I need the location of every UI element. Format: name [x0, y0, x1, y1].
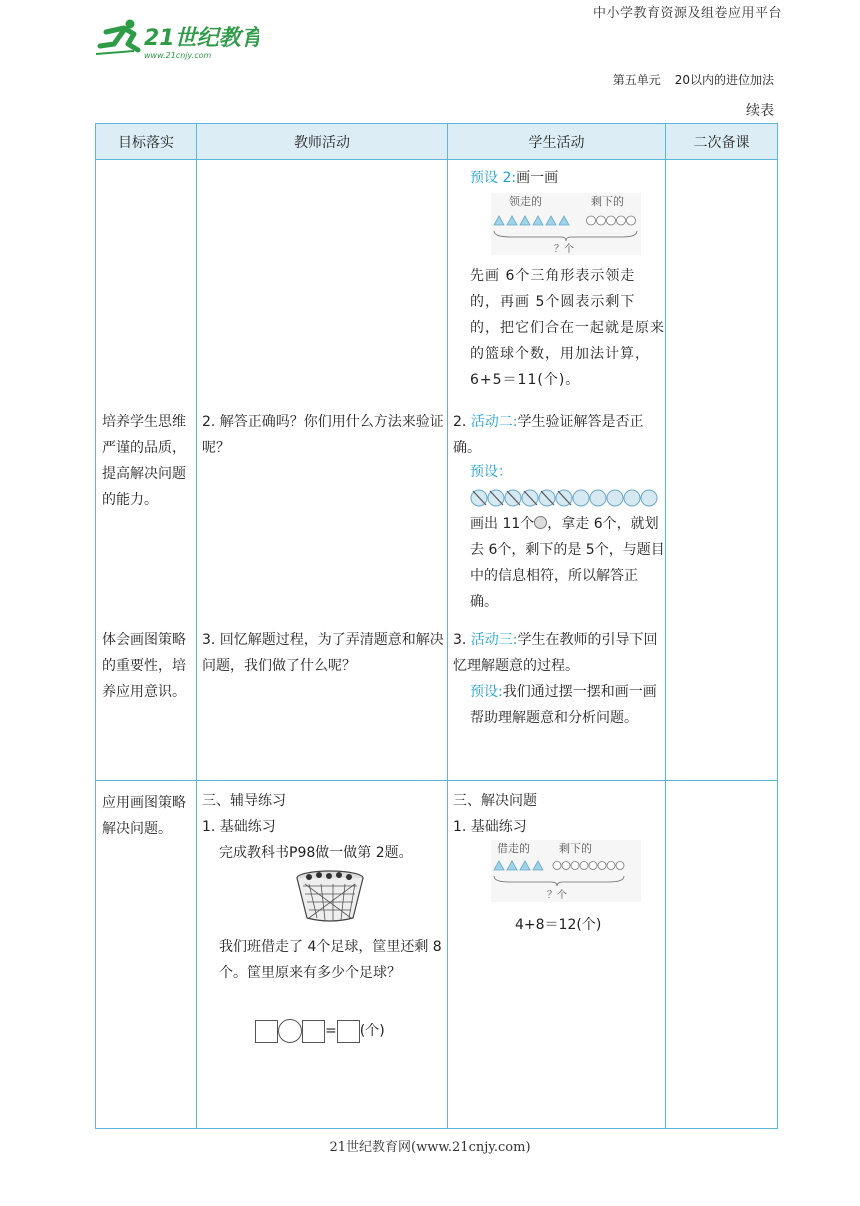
circle-icon — [534, 516, 547, 529]
teacher-cell — [197, 781, 448, 1129]
student-cell — [448, 781, 666, 1129]
preset3-label: 预设: — [470, 684, 503, 700]
svg-text:剩下的: 剩下的 — [591, 195, 624, 208]
student-subheading: 1. 基础练习 — [453, 819, 527, 835]
crossed-circles-figure — [470, 488, 662, 508]
preset3-line — [470, 679, 665, 731]
platform-name: 中小学教育资源及组卷应用平台 — [592, 6, 782, 21]
teacher-cell — [197, 160, 448, 781]
preset2-text: 先画 6个三角形表示领走的，再画 5个圆表示剩下的，把它们合在一起就是原来的篮球个数，用加法计算，6+5＝11(个)。 — [470, 268, 665, 388]
unit-topic: 20以内的进位加法 — [674, 73, 774, 87]
svg-text:？个: ？个 — [554, 244, 574, 255]
goal-text-c: 应用画图策略解决问题。 — [102, 795, 186, 837]
activity3-num: 3. — [453, 632, 467, 648]
svg-text:剩下的: 剩下的 — [559, 842, 592, 855]
teacher-problem: 我们班借走了 4个足球，筐里还剩 8个。筐里原来有多少个足球？ — [219, 939, 442, 981]
unit-title — [599, 71, 774, 88]
student-answer: 4+8＝12(个) — [515, 917, 602, 933]
footer-text: 21世纪教育网(www.21cnjy.com) — [329, 1140, 531, 1155]
goal-text-b: 体会画图策略的重要性，培养应用意识。 — [102, 632, 186, 700]
svg-text:21世纪教育: 21世纪教育 — [144, 26, 259, 51]
drawing-figure-2 — [491, 840, 641, 902]
blank-box — [337, 1020, 360, 1043]
answer-formula: = (个) — [255, 1018, 385, 1044]
teacher-item-2: 2. 解答正确吗？你们用什么方法来验证呢？ — [202, 414, 444, 456]
goal-cell — [96, 160, 197, 781]
preset-label: 预设： — [470, 464, 512, 480]
brand-logo — [94, 18, 259, 60]
table-row — [96, 781, 778, 1129]
lesson-table — [95, 123, 778, 1129]
blank-box — [302, 1020, 325, 1043]
activity2-preset-text: 画出 11个 ，拿走 6个，就划去 6个，剩下的是 5个，与题目中的信息相符，所以解答正确。 — [470, 516, 665, 610]
goal-text-a: 培养学生思维严谨的品质，提高解决问题的能力。 — [102, 414, 186, 508]
preset2-label: 预设 2: — [470, 170, 517, 186]
preset2-line — [470, 165, 665, 191]
activity2-label: 活动二: — [470, 414, 518, 430]
preset2-title: 画一画 — [516, 170, 559, 186]
table-row — [96, 160, 778, 781]
activity3-label: 活动三: — [470, 632, 518, 648]
activity2-num: 2. — [453, 414, 467, 430]
student-cell — [448, 160, 666, 781]
header-goal: 目标落实 — [96, 124, 197, 160]
header-student: 学生活动 — [448, 124, 666, 160]
unit-label: 第五单元 — [612, 73, 661, 87]
preset3-text: 我们通过摆一摆和画一画帮助理解题意和分析问题。 — [470, 684, 657, 726]
backup-cell — [666, 781, 778, 1129]
blank-box — [255, 1020, 278, 1043]
activity3-line — [453, 627, 665, 679]
student-heading: 三、解决问题 — [453, 793, 537, 809]
runner-icon — [96, 20, 138, 55]
teacher-subheading: 1. 基础练习 — [202, 819, 276, 835]
basket-image — [295, 868, 365, 924]
backup-cell — [666, 160, 778, 781]
table-header-row — [96, 124, 778, 160]
teacher-item-3: 3. 回忆解题过程，为了弄清题意和解决问题，我们做了什么呢？ — [202, 632, 444, 674]
activity2-text: 学生验证解答是否正确。 — [453, 414, 644, 456]
svg-text:www.21cnjy.com: www.21cnjy.com — [144, 51, 212, 60]
svg-text:借走的: 借走的 — [497, 842, 530, 855]
goal-cell — [96, 781, 197, 1129]
header-backup: 二次备课 — [666, 124, 778, 160]
drawing-figure-1 — [491, 193, 641, 255]
svg-text:？个: ？个 — [547, 890, 567, 901]
svg-text:领走的: 领走的 — [509, 195, 542, 208]
teacher-heading: 三、辅导练习 — [202, 793, 286, 809]
teacher-task: 完成教科书P98做一做第 2题。 — [219, 845, 413, 861]
activity3-text: 学生在教师的引导下回忆理解题意的过程。 — [453, 632, 658, 674]
activity2-line — [453, 409, 665, 461]
blank-circle — [278, 1019, 302, 1043]
header-teacher: 教师活动 — [197, 124, 448, 160]
continued-label: 续表 — [746, 103, 774, 119]
